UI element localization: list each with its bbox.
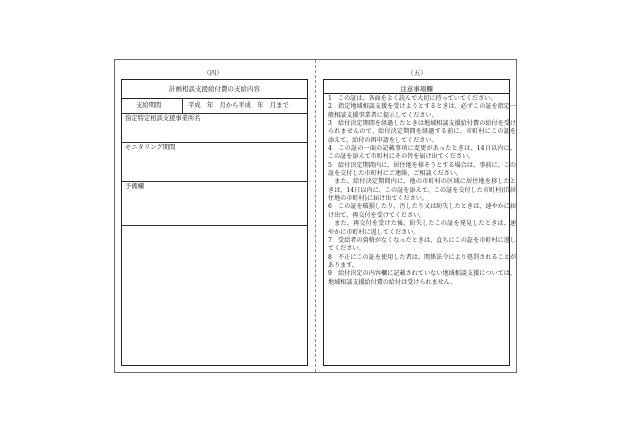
notes-label: 予備欄: [125, 183, 144, 190]
note-item: 3 給付決定期間を経過したときは地域相談支援給付費の給付を受けられませんので、給付決定期間を経過する前に、市町村にこの証を添えて、給付の再申請をしてください。: [328, 120, 516, 144]
divider: [122, 98, 307, 99]
note-item: また、給付決定期間内に、他の市町村の区域に居住地を移したときは、14日以内に、この証を添えて、この証を交付した市町村(旧居住地の市町村)に届け出てください。: [328, 178, 516, 203]
note-item: 6 この証を破損したり、汚したり又は紛失したときは、速やかに届け出て、再交付を受けてください。: [328, 203, 516, 219]
divider: [122, 225, 307, 226]
note-item: 4 この証の一面の記載事項に変更があったときは、14日以内に、この証を添えて市町村にその旨を届け出てください。: [328, 145, 516, 161]
right-panel-title: 注意事項欄: [400, 85, 433, 93]
monitoring-label: モニタリング期間: [125, 144, 176, 151]
fold-line: [315, 60, 316, 372]
left-frame: [121, 79, 308, 366]
right-page-label: （五）: [407, 69, 427, 77]
left-page-label: （四）: [203, 69, 223, 77]
divider: [182, 98, 183, 113]
divider: [122, 181, 307, 182]
divider: [122, 113, 307, 114]
period-value: 平成 年 月から平成 年 月まで: [188, 102, 289, 109]
facility-label: 指定特定相談支援事業所名: [125, 115, 201, 122]
note-item: また、再交付を受けた後、紛失したこの証を発見したときは、速やかに市町村に返してください。: [328, 220, 516, 236]
note-item: 2 指定地域相談支援を受けようとするときは、必ずこの証を指定一般相談支援事業者に提示してください。: [328, 103, 516, 119]
notes-list: [328, 95, 516, 287]
divider: [122, 142, 307, 143]
note-item: 7 受給者の資格がなくなったときは、直ちにこの証を市町村に返してください。: [328, 236, 516, 253]
note-item: 1 この証は、各面をよく読んで大切に持っていてください。: [328, 95, 497, 102]
period-label: 支給期間: [136, 102, 162, 109]
right-frame: [323, 79, 516, 366]
note-item: 5 給付決定期間内に、居住地を移そうとする場合は、事前に、この証を交付した市町村にご連絡、ご相談ください。: [328, 161, 516, 178]
divider: [324, 93, 509, 94]
note-item: 8 不正にこの証を使用した者は、関係法令により処罰されることがあります。: [328, 253, 516, 269]
note-item: 9 給付決定の内容欄に記載されていない地域相談支援については、地域相談支援給付費の給付は受けられません。: [328, 270, 516, 286]
left-panel-title: 計画相談支援給付費の支給内容: [169, 85, 260, 93]
